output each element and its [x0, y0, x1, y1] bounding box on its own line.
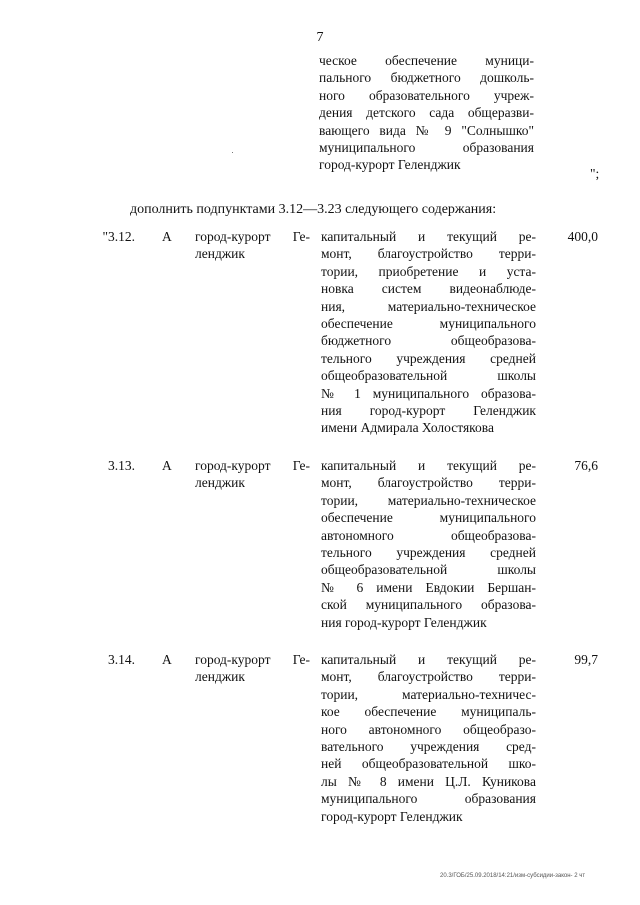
- description-line: тории, материально-техническое: [321, 492, 536, 508]
- description-line: муниципального образования: [321, 791, 536, 807]
- footer-code: 20.3/ГОБ/25.09.2018/14:21/изм-субсидии-закон- 2 чт: [440, 873, 586, 879]
- row-territory: [195, 651, 310, 686]
- row-amount: 76,6: [574, 458, 598, 473]
- row-category: А: [162, 229, 172, 244]
- row-category: А: [162, 652, 172, 667]
- territory-line: город-курорт Ге-: [195, 652, 310, 667]
- description-line: тории, приобретение и уста-: [321, 263, 536, 279]
- territory-line: город-курорт Ге-: [195, 458, 310, 473]
- description-line: вательного учреждения сред-: [321, 739, 536, 755]
- row-category: А: [162, 458, 172, 473]
- description-line: ния город-курорт Геленджик: [321, 403, 536, 419]
- closing-quote: ";: [590, 166, 600, 181]
- territory-line: ленджик: [195, 669, 245, 685]
- row-amount: 99,7: [574, 652, 598, 667]
- page-number: 7: [316, 30, 324, 45]
- territory-line: город-курорт Ге-: [195, 229, 310, 244]
- description-line: кое обеспечение муниципаль-: [321, 704, 536, 720]
- territory-line: ленджик: [195, 475, 245, 491]
- continuation-line: муниципального образования: [319, 140, 534, 156]
- description-line: ния город-курорт Геленджик: [321, 614, 487, 630]
- continuation-line: ного образовательного учреж-: [319, 87, 534, 103]
- description-line: монт, благоустройство терри-: [321, 669, 536, 685]
- description-line: общеобразовательной школы: [321, 368, 536, 384]
- description-line: № 1 муниципального образова-: [321, 385, 536, 401]
- description-line: ния, материально-техническое: [321, 298, 536, 314]
- continuation-line: пального бюджетного дошколь-: [319, 70, 534, 86]
- row-amount: 400,0: [567, 229, 598, 244]
- continuation-line: дения детского сада общеразви-: [319, 105, 534, 121]
- description-line: капитальный и текущий ре-: [321, 458, 536, 473]
- row-description: [321, 651, 536, 825]
- continuation-line: город-курорт Геленджик: [319, 157, 461, 173]
- intro-text: дополнить подпунктами 3.12—3.23 следующего содержания:: [130, 202, 497, 217]
- row-number: 3.13.: [108, 458, 135, 473]
- description-line: ской муниципального образова-: [321, 597, 536, 613]
- row-number: 3.14.: [108, 652, 135, 667]
- territory-line: ленджик: [195, 246, 245, 262]
- description-line: обеспечение муниципального: [321, 510, 536, 526]
- description-line: бюджетного общеобразова-: [321, 333, 536, 349]
- continuation-line: вающего вида № 9 "Солнышко": [319, 122, 534, 138]
- description-line: капитальный и текущий ре-: [321, 229, 536, 244]
- description-line: тельного учреждения средней: [321, 545, 536, 561]
- description-line: новка систем видеонаблюде-: [321, 281, 536, 297]
- continuation-line: ческое обеспечение муници-: [319, 53, 534, 68]
- continuation-block: [319, 52, 534, 174]
- row-territory: [195, 457, 310, 492]
- row-description: [321, 457, 536, 631]
- description-line: ного автономного общеобразо-: [321, 721, 536, 737]
- row-territory: [195, 228, 310, 263]
- description-line: тельного учреждения средней: [321, 350, 536, 366]
- row-description: [321, 228, 536, 437]
- description-line: монт, благоустройство терри-: [321, 246, 536, 262]
- description-line: капитальный и текущий ре-: [321, 652, 536, 667]
- description-line: город-курорт Геленджик: [321, 808, 463, 824]
- description-line: ней общеобразовательной шко-: [321, 756, 536, 772]
- description-line: тории, материально-техничес-: [321, 686, 536, 702]
- description-line: монт, благоустройство терри-: [321, 475, 536, 491]
- description-line: № 6 имени Евдокии Бершан-: [321, 579, 536, 595]
- description-line: имени Адмирала Холостякова: [321, 420, 494, 436]
- description-line: обеспечение муниципального: [321, 316, 536, 332]
- scan-speck: [232, 152, 233, 153]
- description-line: автономного общеобразова-: [321, 527, 536, 543]
- row-number: "3.12.: [102, 229, 135, 244]
- description-line: лы № 8 имени Ц.Л. Куникова: [321, 773, 536, 789]
- description-line: общеобразовательной школы: [321, 562, 536, 578]
